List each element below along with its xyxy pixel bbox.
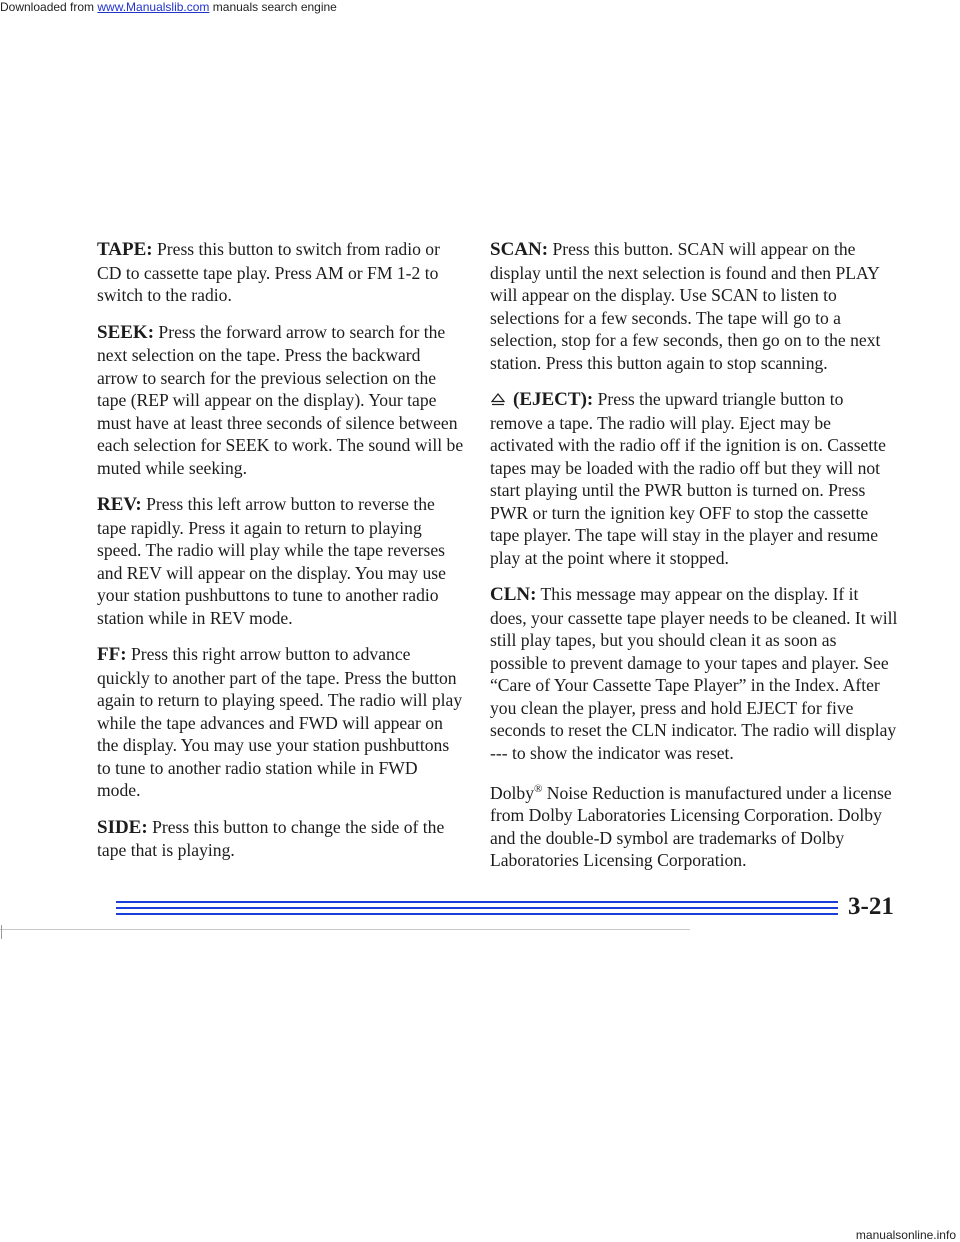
tape-term: TAPE: bbox=[97, 239, 153, 260]
cln-paragraph bbox=[490, 583, 898, 764]
ff-text: Press this right arrow button to advance quickly to another part of the tape. Press the button again to return to playing speed. The radio will play while the tape advances and FWD will appear on the display. You may use your station pushbuttons to tune to another radio station while in FWD mode. bbox=[97, 644, 463, 800]
page-rule-top bbox=[116, 901, 838, 903]
rev-paragraph bbox=[97, 493, 465, 629]
rev-text: Press this left arrow button to reverse the tape rapidly. Press it again to return to playing speed. The radio will play while the tape reverses and REV will appear on the display. You may use your station pushbuttons to tune to another radio station while in REV mode. bbox=[97, 494, 446, 628]
page-number: 3-21 bbox=[848, 893, 894, 920]
dolby-word: Dolby bbox=[490, 782, 534, 803]
dolby-text: Noise Reduction is manufactured under a license from Dolby Laboratories Licensing Corporation. Dolby and the double-D symbol are trademarks of Dolby Laboratories Licensing Corporation. bbox=[490, 782, 892, 871]
right-column bbox=[490, 238, 898, 886]
seek-term: SEEK: bbox=[97, 321, 155, 343]
manualslib-link[interactable]: www.Manualslib.com bbox=[97, 0, 210, 14]
tape-paragraph bbox=[97, 238, 465, 307]
source-footer: manualsonline.info bbox=[855, 1228, 956, 1242]
ff-paragraph bbox=[97, 643, 465, 802]
source-header bbox=[0, 0, 337, 14]
cln-text: This message may appear on the display. If it does, your cassette tape player needs to be cleaned. It will still play tapes, but you should clean it as soon as possible to prevent damage to your tapes and player. See “Care of Your Cassette Tape Player” in the Index. After you clean the player, press and hold EJECT for five seconds to reset the CLN indicator. The radio will display --- to show the indicator was reset. bbox=[490, 584, 898, 763]
side-paragraph bbox=[97, 816, 465, 862]
dolby-paragraph bbox=[490, 778, 898, 872]
scan-text: Press this button. SCAN will appear on the display until the next selection is found and then PLAY will appear on the display. Use SCAN to listen to selections for a few seconds. The tape will go to a selection, stop for a few seconds, then go on to the next station. Press this button again to stop scanning. bbox=[490, 239, 881, 373]
side-term: SIDE: bbox=[97, 816, 148, 838]
scan-term: SCAN: bbox=[490, 239, 549, 260]
rev-term: REV: bbox=[97, 494, 142, 515]
tape-text: Press this button to switch from radio or CD to cassette tape play. Press AM or FM 1-2 to switch to the radio. bbox=[97, 239, 440, 305]
eject-paragraph bbox=[490, 388, 898, 569]
seek-text: Press the forward arrow to search for the next selection on the tape. Press the backward arrow to search for the previous selection on the tape (REP will appear on the display). Your tape must have at least three seconds of silence between each selection for SEEK to work. The sound will be muted while seeking. bbox=[97, 321, 464, 478]
eject-text: Press the upward triangle button to remove a tape. The radio will play. Eject may be activated with the radio off if the ignition is on. Cassette tapes may be loaded with the radio off but they will not start playing until the PWR button is turned on. Press PWR or turn the ignition key OFF to stop the cassette tape player. The tape will stay in the player and resume play at the point where it stopped. bbox=[490, 389, 886, 568]
left-column bbox=[97, 238, 465, 876]
page-rule-middle bbox=[116, 907, 838, 909]
registered-mark: ® bbox=[533, 783, 543, 795]
scan-edge-mark bbox=[1, 925, 2, 939]
eject-icon bbox=[491, 393, 505, 406]
page-rule-bottom bbox=[116, 913, 838, 915]
scan-artifact-line bbox=[0, 929, 690, 930]
header-prefix: Downloaded from bbox=[0, 0, 98, 14]
eject-term: (EJECT): bbox=[513, 389, 594, 410]
cln-term: CLN: bbox=[490, 584, 537, 605]
side-text: Press this button to change the side of the tape that is playing. bbox=[97, 816, 445, 860]
seek-paragraph bbox=[97, 321, 465, 480]
scan-paragraph bbox=[490, 238, 898, 374]
ff-term: FF: bbox=[97, 644, 127, 665]
header-suffix: manuals search engine bbox=[209, 0, 337, 14]
